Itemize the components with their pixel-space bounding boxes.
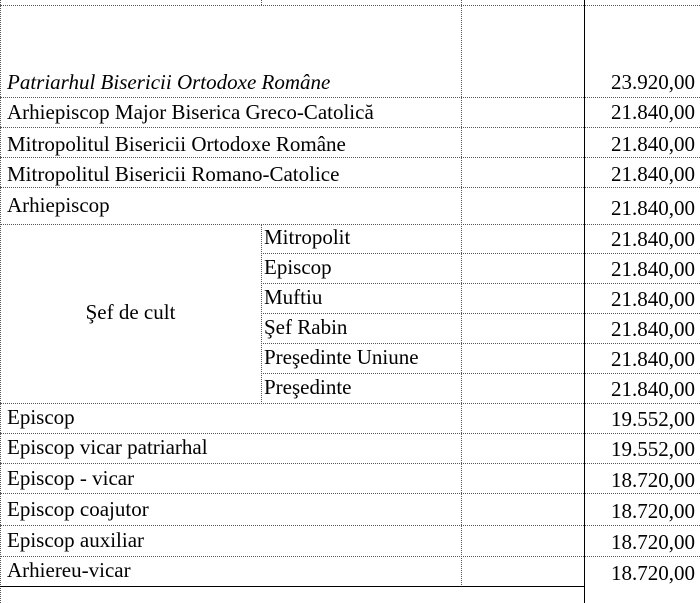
table-row-value: 19.552,00	[611, 437, 695, 461]
table-row-value: 19.552,00	[611, 407, 695, 431]
grid-line	[261, 343, 700, 344]
group-row-value: 21.840,00	[611, 257, 695, 281]
table-row-label: Mitropolitul Bisericii Romano-Catolice	[7, 162, 340, 186]
table-row-value: 18.720,00	[611, 530, 695, 554]
group-row-label: Mitropolit	[264, 225, 351, 249]
table-row-value: 23.920,00	[611, 70, 695, 94]
group-row-value: 21.840,00	[611, 377, 695, 401]
group-row-label: Muftiu	[264, 285, 323, 309]
grid-line	[0, 586, 585, 587]
group-row-value: 21.840,00	[611, 287, 695, 311]
table-row-label: Arhiepiscop Major Biserica Greco-Catolică	[7, 100, 374, 124]
group-row-value: 21.840,00	[611, 347, 695, 371]
group-row-label: Şef Rabin	[264, 315, 348, 339]
table-row-label: Episcop auxiliar	[7, 528, 145, 552]
table-row-label: Arhiereu-vicar	[7, 558, 131, 582]
grid-line	[0, 127, 700, 128]
table-row-value: 21.840,00	[611, 162, 695, 186]
table-row-value: 18.720,00	[611, 561, 695, 585]
table-row-value: 18.720,00	[611, 499, 695, 523]
table-row-label: Episcop - vicar	[7, 466, 135, 490]
table-row-label: Arhiepiscop	[7, 193, 110, 217]
table-row-label: Episcop coajutor	[7, 497, 149, 521]
grid-line	[0, 403, 700, 404]
group-label: Şef de cult	[85, 300, 176, 324]
grid-line	[0, 556, 700, 557]
group-row-label: Preşedinte Uniune	[264, 345, 419, 369]
table-row-value: 21.840,00	[611, 100, 695, 124]
table-row-value: 21.840,00	[611, 196, 695, 220]
table-row-value: 18.720,00	[611, 468, 695, 492]
grid-line	[0, 433, 700, 434]
grid-line	[0, 493, 700, 494]
grid-line	[261, 313, 700, 314]
grid-line	[261, 373, 700, 374]
grid-line	[0, 157, 700, 158]
table-row-label: Episcop	[7, 405, 75, 429]
group-row-value: 21.840,00	[611, 317, 695, 341]
group-row-label: Episcop	[264, 255, 332, 279]
table-row-label: Episcop vicar patriarhal	[7, 435, 208, 459]
grid-line	[0, 463, 700, 464]
grid-line	[0, 5, 700, 6]
grid-line	[0, 187, 700, 188]
table-row-value: 21.840,00	[611, 132, 695, 156]
grid-line	[261, 283, 700, 284]
grid-line	[261, 253, 700, 254]
table-row-label: Mitropolitul Bisericii Ortodoxe Române	[7, 132, 346, 156]
grid-line	[0, 525, 700, 526]
table-row-label: Patriarhul Bisericii Ortodoxe Române	[7, 70, 331, 94]
group-row-value: 21.840,00	[611, 227, 695, 251]
group-row-label: Preşedinte	[264, 375, 352, 399]
grid-line	[461, 0, 462, 587]
grid-line	[0, 97, 700, 98]
